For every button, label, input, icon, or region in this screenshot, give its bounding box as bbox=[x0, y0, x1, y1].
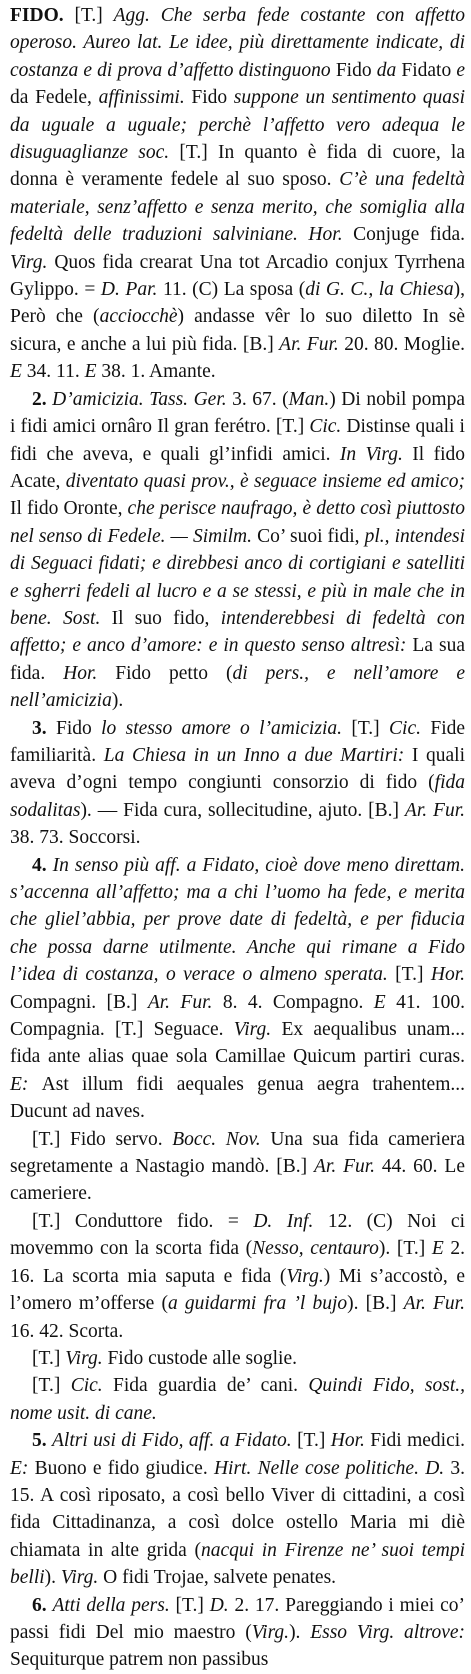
text-run: Fida guardia de’ cani. bbox=[113, 1375, 309, 1397]
text-run: da bbox=[376, 59, 402, 81]
entry-paragraph bbox=[10, 1126, 465, 1208]
text-run: 38. 1. Amante. bbox=[101, 361, 216, 383]
entry-paragraph bbox=[10, 1372, 465, 1427]
text-run: di G. C., la Chiesa bbox=[305, 279, 454, 301]
text-run: Fide familiarità. bbox=[10, 717, 466, 766]
text-run: Ar. Fur. bbox=[314, 1156, 382, 1178]
text-run: Fidi medici. bbox=[370, 1430, 466, 1452]
text-run: affinissimi. bbox=[98, 87, 192, 109]
text-run: D’amicizia. Tass. Ger. bbox=[52, 388, 233, 410]
entry-paragraph bbox=[10, 1427, 465, 1591]
text-run: E bbox=[10, 361, 27, 383]
text-run: ), Però che ( bbox=[10, 279, 466, 328]
text-run: [T.] In quanto è fida di cuore, la donna è veramente fedele al suo sposo. bbox=[10, 142, 465, 191]
text-run: di pers., e nell’amore e nell’amicizia bbox=[10, 662, 465, 712]
text-run: Ar. Fur. bbox=[147, 991, 223, 1013]
text-run: Agg. Che serba fede costante con affetto operoso. Aureo lat. Le idee, più direttamente indicate, di costanza e di prova d’affetto distinguono bbox=[10, 5, 466, 81]
text-run: Hor. bbox=[430, 964, 465, 986]
text-run: [T.] Conduttore fido. = bbox=[32, 1210, 254, 1232]
text-run: Ar. Fur. bbox=[403, 1293, 465, 1315]
entry-paragraph bbox=[10, 1345, 465, 1372]
text-run: ). bbox=[289, 1621, 311, 1643]
text-run: che perisce naufrago, è detto così piuttosto nel senso di Fedele. — Similm. bbox=[10, 498, 465, 547]
text-run: ) Mi s’accostò, e l’omero m’offerse ( bbox=[10, 1265, 465, 1315]
text-run: e bbox=[456, 59, 466, 81]
text-run: Hor. bbox=[330, 1430, 371, 1452]
text-run: [T.] Fido servo. bbox=[32, 1128, 173, 1150]
section-number: 4. bbox=[32, 854, 53, 876]
text-run: Ar. Fur. bbox=[404, 799, 465, 821]
text-run: suppone un sentimento quasi da uguale a uguale; perchè l’affetto vero adequa le disuguaglianze soc. bbox=[10, 87, 465, 164]
text-run: ). [B.] bbox=[347, 1293, 404, 1315]
text-run: ). [T.] bbox=[378, 1238, 432, 1260]
text-run: O fidi Trojae, salvete penates. bbox=[103, 1567, 337, 1589]
text-run: Hirt. Nelle cose politiche. D. bbox=[213, 1457, 451, 1479]
text-run: ). bbox=[44, 1567, 61, 1589]
text-run: Virg. bbox=[60, 1567, 104, 1589]
text-run: 3. 67. ( bbox=[232, 388, 289, 410]
text-run: Virg. bbox=[10, 251, 55, 273]
text-run: Distinse quali i fidi che aveva, e quali gl’infidi amici. bbox=[10, 416, 465, 465]
text-run: [T.] bbox=[32, 1347, 66, 1369]
text-run: C’è una fedeltà materiale, senz’affetto e senza merito, che somiglia alla fedeltà delle traduzioni salviniane. Hor. bbox=[10, 169, 466, 246]
text-run: La sua fida. bbox=[10, 635, 465, 684]
entry-paragraph bbox=[10, 1208, 465, 1345]
entry-paragraph bbox=[10, 852, 465, 1126]
text-run: Fido petto ( bbox=[115, 662, 233, 684]
text-run: D. Par. bbox=[100, 279, 163, 301]
text-run: Il fido Oronte, bbox=[10, 498, 128, 520]
text-run: Virg. bbox=[286, 1265, 324, 1287]
text-run: ) Di nobil pompa i fidi amici ornâro Il gran ferétro. [T.] bbox=[10, 388, 466, 438]
text-run: Fido bbox=[191, 87, 234, 109]
dictionary-entry-fido bbox=[10, 2, 465, 1674]
text-run: Conjuge fida. bbox=[353, 224, 465, 246]
text-run: Buono e fido giudice. bbox=[34, 1457, 214, 1479]
text-run: 8. 4. Compagno. bbox=[222, 991, 374, 1013]
text-run: Fido custode alle soglie. bbox=[107, 1347, 298, 1369]
text-run: In senso più aff. a Fidato, cioè dove meno direttam. s’accenna all’affetto; ma a chi l’uomo ha fede, e merita che gliel’abbia, per prove date di fedeltà, e per fiducia che possa darne utilmente. Anche qui rimane a Fido l’idea di costanza, o verace o almeno sperata. bbox=[10, 854, 466, 986]
text-run: Fido bbox=[335, 59, 377, 81]
text-run: diventato quasi prov., è seguace insieme ed amico; bbox=[65, 470, 465, 492]
text-run: 38. 73. Soccorsi. bbox=[10, 827, 141, 849]
entry-paragraph bbox=[10, 2, 465, 386]
text-run: Quindi Fido, sost., nome usit. di cane. bbox=[10, 1375, 466, 1424]
text-run: E bbox=[431, 1238, 451, 1260]
text-run: D. bbox=[209, 1594, 235, 1616]
text-run: 3. 15. A così riposato, a così bello Viver di cittadini, a così fida Cittadinanza, a così dolce ostello Maria mi diè chiamata in alte grida ( bbox=[10, 1457, 466, 1561]
text-run: 41. 100. Compagnia. [T.] Seguace. bbox=[10, 991, 465, 1041]
section-number: 2. bbox=[32, 388, 53, 410]
text-run: E: bbox=[10, 1073, 42, 1095]
text-run: Fedele, bbox=[35, 87, 99, 109]
text-run: Fidato bbox=[401, 59, 457, 81]
text-run: intenderebbesi di fedeltà con affetto; e anco d’amore: e in questo senso altresì: bbox=[10, 607, 465, 657]
text-run: 34. 11. bbox=[26, 361, 85, 383]
text-run: [T.] bbox=[351, 717, 390, 739]
text-run: a guidarmi fra ’l bujo bbox=[167, 1293, 348, 1315]
text-run: Cic. bbox=[389, 717, 431, 739]
text-run: 12. (C) Noi ci movemmo con la scorta fida ( bbox=[10, 1210, 465, 1260]
text-run: Bocc. Nov. bbox=[172, 1128, 271, 1150]
text-run: da bbox=[10, 87, 36, 109]
text-run: 16. 42. Scorta. bbox=[10, 1320, 124, 1342]
text-run: Il suo fido, bbox=[111, 607, 221, 629]
text-run: Virg. bbox=[251, 1621, 290, 1643]
text-run: Esso Virg. altrove: bbox=[310, 1621, 465, 1643]
entry-paragraph bbox=[10, 1592, 465, 1674]
text-run: [T.] bbox=[32, 1375, 71, 1397]
section-number: 3. bbox=[32, 717, 56, 739]
section-number: 5. bbox=[32, 1430, 52, 1452]
text-run: acciocchè bbox=[99, 306, 178, 328]
text-run: La Chiesa in un Inno a due Martiri: bbox=[103, 744, 412, 766]
text-run: 20. 80. Moglie. bbox=[344, 333, 465, 355]
text-run: Cic. bbox=[70, 1375, 113, 1397]
text-run: 2. 16. La scorta mia saputa e fida ( bbox=[10, 1238, 465, 1287]
text-run: Sequiturque patrem non passibus bbox=[10, 1649, 269, 1671]
text-run: Altri usi di Fido, aff. a Fidato. bbox=[52, 1430, 298, 1452]
text-run: I quali aveva d’ogni tempo congiunti consorzio di fido ( bbox=[10, 744, 466, 794]
text-run: Fido bbox=[55, 717, 102, 739]
text-run: nacqui in Firenze ne’ suoi tempi belli bbox=[10, 1539, 466, 1589]
section-number: FIDO. bbox=[10, 5, 75, 26]
text-run: [T.] bbox=[74, 5, 114, 26]
text-run: Ar. Fur. bbox=[279, 333, 345, 355]
text-run: [T.] bbox=[395, 964, 431, 986]
text-run: Il fido Acate, bbox=[10, 443, 465, 492]
text-run: 44. 60. Le cameriere. bbox=[10, 1156, 465, 1205]
text-run: fida sodalitas bbox=[10, 772, 465, 821]
text-run: E bbox=[373, 991, 397, 1013]
text-run: E: bbox=[10, 1457, 35, 1479]
text-run: Co’ suoi fidi, bbox=[257, 525, 365, 547]
text-run: ). bbox=[111, 690, 124, 712]
section-number: 6. bbox=[32, 1594, 53, 1616]
text-run: E bbox=[84, 361, 102, 383]
text-run: Atti della pers. bbox=[52, 1594, 176, 1616]
entry-paragraph bbox=[10, 386, 465, 715]
text-run: Man. bbox=[288, 388, 330, 410]
text-run: [T.] bbox=[175, 1594, 210, 1616]
text-run: 2. 17. Pareggiando i miei co’ passi fidi Del mio maestro ( bbox=[10, 1594, 466, 1643]
text-run: Quos fida crearat Una tot Arcadio conjux Tyrrhena Gylippo. = bbox=[10, 251, 465, 301]
text-run: Nesso, centauro bbox=[252, 1238, 379, 1260]
text-run: D. Inf. bbox=[253, 1210, 328, 1232]
text-run: In Virg. bbox=[339, 443, 413, 465]
text-run: Virg. bbox=[65, 1347, 108, 1369]
text-run: Una sua fida cameriera segretamente a Nastagio mandò. [B.] bbox=[10, 1128, 466, 1178]
text-run: ) andasse vêr lo suo diletto In sè sicura, e anche a lui più fida. [B.] bbox=[10, 306, 465, 355]
text-run: ). — Fida cura, sollecitudine, ajuto. [B.] bbox=[80, 799, 405, 821]
text-run: Compagni. [B.] bbox=[10, 991, 148, 1013]
text-run: Cic. bbox=[309, 416, 347, 438]
entry-paragraph bbox=[10, 715, 465, 852]
text-run: lo stesso amore o l’amicizia. bbox=[101, 717, 352, 739]
text-run: Ex aequalibus unam... fida ante alias quae sola Camillae Quicum partiri curas. bbox=[10, 1019, 465, 1068]
text-run: pl., intendesi di Seguaci fidati; e direbbesi anco di cortigiani e satelliti e sgherri fedeli al lucro e a se stessi, e più in male che in bene. Sost. bbox=[10, 525, 465, 629]
text-run: Ast illum fidi aequales genua aegra trahentem... Ducunt ad naves. bbox=[10, 1073, 466, 1123]
text-run: [T.] bbox=[297, 1430, 331, 1452]
text-run: Virg. bbox=[233, 1019, 282, 1041]
text-run: 11. (C) La sposa ( bbox=[162, 279, 306, 301]
text-run: Hor. bbox=[63, 662, 116, 684]
